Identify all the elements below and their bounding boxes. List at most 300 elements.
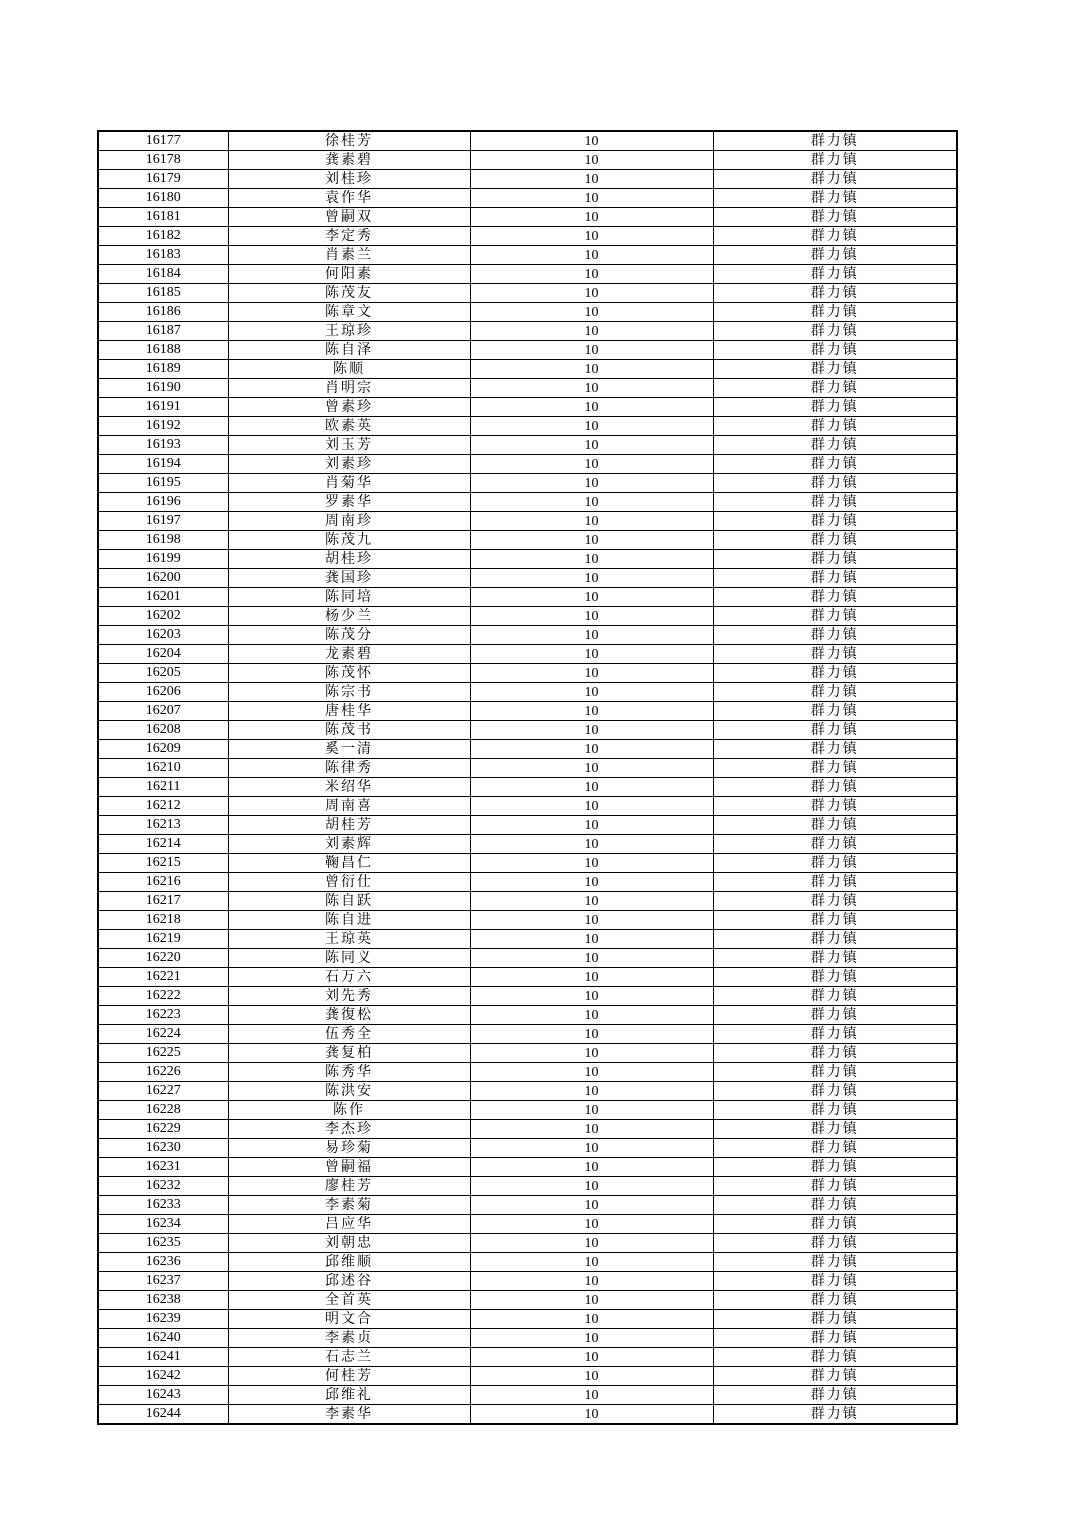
record-town-cell: 群力镇 bbox=[713, 170, 957, 189]
table-row bbox=[98, 1177, 957, 1196]
record-amount-cell: 10 bbox=[470, 1291, 713, 1310]
table-row bbox=[98, 949, 957, 968]
record-name-cell: 徐桂芳 bbox=[228, 131, 470, 151]
table-row bbox=[98, 531, 957, 550]
record-id-cell: 16237 bbox=[98, 1272, 228, 1291]
record-id-cell: 16195 bbox=[98, 474, 228, 493]
register-table bbox=[97, 130, 958, 1425]
record-town-cell: 群力镇 bbox=[713, 778, 957, 797]
record-id-cell: 16239 bbox=[98, 1310, 228, 1329]
record-name-cell: 陈自泽 bbox=[228, 341, 470, 360]
record-amount-cell: 10 bbox=[470, 892, 713, 911]
record-id-cell: 16183 bbox=[98, 246, 228, 265]
record-town-cell: 群力镇 bbox=[713, 911, 957, 930]
table-row bbox=[98, 607, 957, 626]
record-town-cell: 群力镇 bbox=[713, 949, 957, 968]
record-id-cell: 16230 bbox=[98, 1139, 228, 1158]
table-row bbox=[98, 626, 957, 645]
record-amount-cell: 10 bbox=[470, 360, 713, 379]
table-row bbox=[98, 474, 957, 493]
record-amount-cell: 10 bbox=[470, 1025, 713, 1044]
record-id-cell: 16204 bbox=[98, 645, 228, 664]
record-id-cell: 16201 bbox=[98, 588, 228, 607]
record-name-cell: 陈茂九 bbox=[228, 531, 470, 550]
record-town-cell: 群力镇 bbox=[713, 322, 957, 341]
record-town-cell: 群力镇 bbox=[713, 1386, 957, 1405]
record-id-cell: 16185 bbox=[98, 284, 228, 303]
record-amount-cell: 10 bbox=[470, 284, 713, 303]
record-town-cell: 群力镇 bbox=[713, 151, 957, 170]
record-amount-cell: 10 bbox=[470, 987, 713, 1006]
table-row bbox=[98, 1234, 957, 1253]
record-town-cell: 群力镇 bbox=[713, 246, 957, 265]
record-town-cell: 群力镇 bbox=[713, 303, 957, 322]
table-row bbox=[98, 151, 957, 170]
record-id-cell: 16235 bbox=[98, 1234, 228, 1253]
record-name-cell: 邱维顺 bbox=[228, 1253, 470, 1272]
record-name-cell: 陈茂怀 bbox=[228, 664, 470, 683]
record-name-cell: 龚国珍 bbox=[228, 569, 470, 588]
record-amount-cell: 10 bbox=[470, 493, 713, 512]
record-name-cell: 刘朝忠 bbox=[228, 1234, 470, 1253]
record-town-cell: 群力镇 bbox=[713, 892, 957, 911]
record-town-cell: 群力镇 bbox=[713, 1158, 957, 1177]
record-name-cell: 陈同义 bbox=[228, 949, 470, 968]
record-id-cell: 16220 bbox=[98, 949, 228, 968]
record-id-cell: 16199 bbox=[98, 550, 228, 569]
record-amount-cell: 10 bbox=[470, 1329, 713, 1348]
record-town-cell: 群力镇 bbox=[713, 208, 957, 227]
table-row bbox=[98, 1291, 957, 1310]
record-name-cell: 陈自跃 bbox=[228, 892, 470, 911]
table-row bbox=[98, 1101, 957, 1120]
record-name-cell: 石志兰 bbox=[228, 1348, 470, 1367]
record-name-cell: 邱述谷 bbox=[228, 1272, 470, 1291]
table-row bbox=[98, 360, 957, 379]
record-amount-cell: 10 bbox=[470, 341, 713, 360]
record-amount-cell: 10 bbox=[470, 873, 713, 892]
record-name-cell: 罗素华 bbox=[228, 493, 470, 512]
record-id-cell: 16188 bbox=[98, 341, 228, 360]
record-town-cell: 群力镇 bbox=[713, 797, 957, 816]
record-amount-cell: 10 bbox=[470, 607, 713, 626]
record-town-cell: 群力镇 bbox=[713, 265, 957, 284]
record-id-cell: 16187 bbox=[98, 322, 228, 341]
record-town-cell: 群力镇 bbox=[713, 1367, 957, 1386]
table-row bbox=[98, 189, 957, 208]
record-name-cell: 鞠昌仁 bbox=[228, 854, 470, 873]
record-town-cell: 群力镇 bbox=[713, 1139, 957, 1158]
record-town-cell: 群力镇 bbox=[713, 1405, 957, 1425]
record-name-cell: 邱维礼 bbox=[228, 1386, 470, 1405]
record-id-cell: 16242 bbox=[98, 1367, 228, 1386]
record-name-cell: 龚复柏 bbox=[228, 1044, 470, 1063]
record-town-cell: 群力镇 bbox=[713, 1196, 957, 1215]
record-amount-cell: 10 bbox=[470, 227, 713, 246]
table-row bbox=[98, 131, 957, 151]
record-id-cell: 16189 bbox=[98, 360, 228, 379]
table-row bbox=[98, 550, 957, 569]
record-name-cell: 陈宗书 bbox=[228, 683, 470, 702]
record-id-cell: 16200 bbox=[98, 569, 228, 588]
record-amount-cell: 10 bbox=[470, 322, 713, 341]
record-town-cell: 群力镇 bbox=[713, 1310, 957, 1329]
record-town-cell: 群力镇 bbox=[713, 702, 957, 721]
record-town-cell: 群力镇 bbox=[713, 1215, 957, 1234]
record-name-cell: 何阳素 bbox=[228, 265, 470, 284]
record-town-cell: 群力镇 bbox=[713, 360, 957, 379]
record-name-cell: 李杰珍 bbox=[228, 1120, 470, 1139]
table-row bbox=[98, 1139, 957, 1158]
record-amount-cell: 10 bbox=[470, 911, 713, 930]
record-name-cell: 陈秀华 bbox=[228, 1063, 470, 1082]
table-row bbox=[98, 778, 957, 797]
record-amount-cell: 10 bbox=[470, 189, 713, 208]
record-town-cell: 群力镇 bbox=[713, 493, 957, 512]
record-amount-cell: 10 bbox=[470, 246, 713, 265]
record-id-cell: 16233 bbox=[98, 1196, 228, 1215]
register-body bbox=[98, 131, 957, 1424]
record-name-cell: 李素华 bbox=[228, 1405, 470, 1425]
record-amount-cell: 10 bbox=[470, 531, 713, 550]
record-amount-cell: 10 bbox=[470, 512, 713, 531]
record-id-cell: 16194 bbox=[98, 455, 228, 474]
record-amount-cell: 10 bbox=[470, 740, 713, 759]
record-amount-cell: 10 bbox=[470, 721, 713, 740]
record-amount-cell: 10 bbox=[470, 588, 713, 607]
record-name-cell: 王琼英 bbox=[228, 930, 470, 949]
record-id-cell: 16232 bbox=[98, 1177, 228, 1196]
record-amount-cell: 10 bbox=[470, 379, 713, 398]
record-id-cell: 16196 bbox=[98, 493, 228, 512]
record-id-cell: 16208 bbox=[98, 721, 228, 740]
record-town-cell: 群力镇 bbox=[713, 835, 957, 854]
table-row bbox=[98, 911, 957, 930]
record-amount-cell: 10 bbox=[470, 550, 713, 569]
record-id-cell: 16186 bbox=[98, 303, 228, 322]
record-town-cell: 群力镇 bbox=[713, 1120, 957, 1139]
record-id-cell: 16222 bbox=[98, 987, 228, 1006]
record-id-cell: 16212 bbox=[98, 797, 228, 816]
record-amount-cell: 10 bbox=[470, 436, 713, 455]
table-row bbox=[98, 702, 957, 721]
record-id-cell: 16177 bbox=[98, 131, 228, 151]
record-town-cell: 群力镇 bbox=[713, 987, 957, 1006]
table-row bbox=[98, 835, 957, 854]
record-id-cell: 16216 bbox=[98, 873, 228, 892]
table-row bbox=[98, 1196, 957, 1215]
record-id-cell: 16218 bbox=[98, 911, 228, 930]
record-name-cell: 龚復松 bbox=[228, 1006, 470, 1025]
table-row bbox=[98, 1310, 957, 1329]
record-name-cell: 王琼珍 bbox=[228, 322, 470, 341]
record-amount-cell: 10 bbox=[470, 1082, 713, 1101]
record-name-cell: 周南珍 bbox=[228, 512, 470, 531]
record-town-cell: 群力镇 bbox=[713, 854, 957, 873]
record-id-cell: 16219 bbox=[98, 930, 228, 949]
record-amount-cell: 10 bbox=[470, 702, 713, 721]
record-id-cell: 16180 bbox=[98, 189, 228, 208]
record-id-cell: 16206 bbox=[98, 683, 228, 702]
record-name-cell: 龙素碧 bbox=[228, 645, 470, 664]
record-id-cell: 16229 bbox=[98, 1120, 228, 1139]
record-name-cell: 伍秀全 bbox=[228, 1025, 470, 1044]
record-amount-cell: 10 bbox=[470, 1405, 713, 1425]
table-row bbox=[98, 1348, 957, 1367]
table-row bbox=[98, 227, 957, 246]
record-town-cell: 群力镇 bbox=[713, 664, 957, 683]
record-town-cell: 群力镇 bbox=[713, 1291, 957, 1310]
table-row bbox=[98, 1405, 957, 1425]
record-id-cell: 16236 bbox=[98, 1253, 228, 1272]
table-row bbox=[98, 1215, 957, 1234]
record-name-cell: 龚素碧 bbox=[228, 151, 470, 170]
record-id-cell: 16205 bbox=[98, 664, 228, 683]
record-amount-cell: 10 bbox=[470, 1253, 713, 1272]
record-amount-cell: 10 bbox=[470, 816, 713, 835]
record-town-cell: 群力镇 bbox=[713, 417, 957, 436]
record-id-cell: 16221 bbox=[98, 968, 228, 987]
table-row bbox=[98, 645, 957, 664]
record-name-cell: 曾素珍 bbox=[228, 398, 470, 417]
record-id-cell: 16227 bbox=[98, 1082, 228, 1101]
record-amount-cell: 10 bbox=[470, 398, 713, 417]
table-row bbox=[98, 246, 957, 265]
record-name-cell: 刘桂珍 bbox=[228, 170, 470, 189]
table-row bbox=[98, 303, 957, 322]
table-row bbox=[98, 436, 957, 455]
table-row bbox=[98, 398, 957, 417]
record-id-cell: 16181 bbox=[98, 208, 228, 227]
record-name-cell: 陈自进 bbox=[228, 911, 470, 930]
table-row bbox=[98, 721, 957, 740]
record-id-cell: 16193 bbox=[98, 436, 228, 455]
record-town-cell: 群力镇 bbox=[713, 626, 957, 645]
record-name-cell: 周南喜 bbox=[228, 797, 470, 816]
record-amount-cell: 10 bbox=[470, 455, 713, 474]
record-name-cell: 刘素辉 bbox=[228, 835, 470, 854]
table-row bbox=[98, 512, 957, 531]
table-row bbox=[98, 1082, 957, 1101]
table-row bbox=[98, 1025, 957, 1044]
record-name-cell: 胡桂珍 bbox=[228, 550, 470, 569]
record-id-cell: 16190 bbox=[98, 379, 228, 398]
record-name-cell: 李素菊 bbox=[228, 1196, 470, 1215]
record-town-cell: 群力镇 bbox=[713, 1082, 957, 1101]
record-id-cell: 16215 bbox=[98, 854, 228, 873]
record-name-cell: 全首英 bbox=[228, 1291, 470, 1310]
record-id-cell: 16184 bbox=[98, 265, 228, 284]
record-name-cell: 陈洪安 bbox=[228, 1082, 470, 1101]
record-town-cell: 群力镇 bbox=[713, 1063, 957, 1082]
record-name-cell: 陈章文 bbox=[228, 303, 470, 322]
record-id-cell: 16210 bbox=[98, 759, 228, 778]
record-town-cell: 群力镇 bbox=[713, 531, 957, 550]
record-town-cell: 群力镇 bbox=[713, 550, 957, 569]
record-name-cell: 欧素英 bbox=[228, 417, 470, 436]
record-town-cell: 群力镇 bbox=[713, 1234, 957, 1253]
table-row bbox=[98, 1006, 957, 1025]
record-name-cell: 袁作华 bbox=[228, 189, 470, 208]
record-amount-cell: 10 bbox=[470, 664, 713, 683]
table-row bbox=[98, 664, 957, 683]
record-amount-cell: 10 bbox=[470, 1139, 713, 1158]
record-id-cell: 16198 bbox=[98, 531, 228, 550]
record-name-cell: 奚一清 bbox=[228, 740, 470, 759]
record-town-cell: 群力镇 bbox=[713, 1006, 957, 1025]
record-name-cell: 陈顺 bbox=[228, 360, 470, 379]
table-row bbox=[98, 683, 957, 702]
record-name-cell: 廖桂芳 bbox=[228, 1177, 470, 1196]
table-row bbox=[98, 493, 957, 512]
table-row bbox=[98, 1044, 957, 1063]
record-name-cell: 唐桂华 bbox=[228, 702, 470, 721]
record-name-cell: 刘玉芳 bbox=[228, 436, 470, 455]
record-amount-cell: 10 bbox=[470, 1272, 713, 1291]
record-name-cell: 陈茂分 bbox=[228, 626, 470, 645]
table-row bbox=[98, 379, 957, 398]
record-town-cell: 群力镇 bbox=[713, 683, 957, 702]
table-row bbox=[98, 170, 957, 189]
record-name-cell: 李素贞 bbox=[228, 1329, 470, 1348]
record-amount-cell: 10 bbox=[470, 170, 713, 189]
record-name-cell: 曾嗣双 bbox=[228, 208, 470, 227]
table-row bbox=[98, 797, 957, 816]
record-amount-cell: 10 bbox=[470, 968, 713, 987]
record-name-cell: 陈作 bbox=[228, 1101, 470, 1120]
table-row bbox=[98, 284, 957, 303]
record-amount-cell: 10 bbox=[470, 930, 713, 949]
record-town-cell: 群力镇 bbox=[713, 1348, 957, 1367]
record-id-cell: 16207 bbox=[98, 702, 228, 721]
record-town-cell: 群力镇 bbox=[713, 1025, 957, 1044]
table-row bbox=[98, 1120, 957, 1139]
record-amount-cell: 10 bbox=[470, 1120, 713, 1139]
table-row bbox=[98, 740, 957, 759]
record-name-cell: 石万六 bbox=[228, 968, 470, 987]
record-amount-cell: 10 bbox=[470, 1196, 713, 1215]
table-row bbox=[98, 816, 957, 835]
table-row bbox=[98, 892, 957, 911]
record-amount-cell: 10 bbox=[470, 778, 713, 797]
record-town-cell: 群力镇 bbox=[713, 569, 957, 588]
record-amount-cell: 10 bbox=[470, 131, 713, 151]
record-amount-cell: 10 bbox=[470, 1063, 713, 1082]
table-row bbox=[98, 265, 957, 284]
record-town-cell: 群力镇 bbox=[713, 189, 957, 208]
table-row bbox=[98, 1063, 957, 1082]
record-id-cell: 16213 bbox=[98, 816, 228, 835]
record-town-cell: 群力镇 bbox=[713, 398, 957, 417]
table-row bbox=[98, 455, 957, 474]
record-amount-cell: 10 bbox=[470, 797, 713, 816]
record-name-cell: 曾嗣福 bbox=[228, 1158, 470, 1177]
table-row bbox=[98, 569, 957, 588]
record-town-cell: 群力镇 bbox=[713, 759, 957, 778]
record-town-cell: 群力镇 bbox=[713, 341, 957, 360]
table-row bbox=[98, 341, 957, 360]
record-amount-cell: 10 bbox=[470, 1348, 713, 1367]
record-id-cell: 16211 bbox=[98, 778, 228, 797]
table-row bbox=[98, 873, 957, 892]
record-id-cell: 16179 bbox=[98, 170, 228, 189]
record-town-cell: 群力镇 bbox=[713, 284, 957, 303]
record-town-cell: 群力镇 bbox=[713, 588, 957, 607]
record-name-cell: 陈同培 bbox=[228, 588, 470, 607]
record-amount-cell: 10 bbox=[470, 759, 713, 778]
table-row bbox=[98, 1158, 957, 1177]
record-id-cell: 16203 bbox=[98, 626, 228, 645]
table-row bbox=[98, 987, 957, 1006]
record-amount-cell: 10 bbox=[470, 949, 713, 968]
record-id-cell: 16191 bbox=[98, 398, 228, 417]
table-row bbox=[98, 1272, 957, 1291]
record-name-cell: 陈茂友 bbox=[228, 284, 470, 303]
record-name-cell: 陈律秀 bbox=[228, 759, 470, 778]
record-id-cell: 16238 bbox=[98, 1291, 228, 1310]
table-row bbox=[98, 1367, 957, 1386]
record-amount-cell: 10 bbox=[470, 683, 713, 702]
record-amount-cell: 10 bbox=[470, 854, 713, 873]
record-town-cell: 群力镇 bbox=[713, 474, 957, 493]
table-row bbox=[98, 588, 957, 607]
record-town-cell: 群力镇 bbox=[713, 816, 957, 835]
record-id-cell: 16209 bbox=[98, 740, 228, 759]
record-name-cell: 肖明宗 bbox=[228, 379, 470, 398]
record-town-cell: 群力镇 bbox=[713, 1101, 957, 1120]
record-name-cell: 何桂芳 bbox=[228, 1367, 470, 1386]
record-name-cell: 易珍菊 bbox=[228, 1139, 470, 1158]
table-row bbox=[98, 417, 957, 436]
record-id-cell: 16192 bbox=[98, 417, 228, 436]
record-town-cell: 群力镇 bbox=[713, 1044, 957, 1063]
record-amount-cell: 10 bbox=[470, 1234, 713, 1253]
record-amount-cell: 10 bbox=[470, 1158, 713, 1177]
table-row bbox=[98, 968, 957, 987]
table-row bbox=[98, 930, 957, 949]
record-id-cell: 16217 bbox=[98, 892, 228, 911]
record-town-cell: 群力镇 bbox=[713, 131, 957, 151]
record-town-cell: 群力镇 bbox=[713, 607, 957, 626]
record-id-cell: 16241 bbox=[98, 1348, 228, 1367]
record-id-cell: 16244 bbox=[98, 1405, 228, 1425]
record-name-cell: 杨少兰 bbox=[228, 607, 470, 626]
table-row bbox=[98, 1329, 957, 1348]
record-amount-cell: 10 bbox=[470, 1006, 713, 1025]
record-name-cell: 肖菊华 bbox=[228, 474, 470, 493]
record-name-cell: 李定秀 bbox=[228, 227, 470, 246]
table-row bbox=[98, 208, 957, 227]
record-amount-cell: 10 bbox=[470, 645, 713, 664]
record-town-cell: 群力镇 bbox=[713, 930, 957, 949]
record-amount-cell: 10 bbox=[470, 1101, 713, 1120]
record-amount-cell: 10 bbox=[470, 1310, 713, 1329]
record-town-cell: 群力镇 bbox=[713, 721, 957, 740]
record-name-cell: 吕应华 bbox=[228, 1215, 470, 1234]
record-amount-cell: 10 bbox=[470, 265, 713, 284]
record-id-cell: 16243 bbox=[98, 1386, 228, 1405]
record-amount-cell: 10 bbox=[470, 303, 713, 322]
record-town-cell: 群力镇 bbox=[713, 455, 957, 474]
record-amount-cell: 10 bbox=[470, 474, 713, 493]
record-town-cell: 群力镇 bbox=[713, 512, 957, 531]
record-amount-cell: 10 bbox=[470, 1177, 713, 1196]
record-amount-cell: 10 bbox=[470, 1367, 713, 1386]
table-row bbox=[98, 322, 957, 341]
record-amount-cell: 10 bbox=[470, 208, 713, 227]
record-town-cell: 群力镇 bbox=[713, 1272, 957, 1291]
record-town-cell: 群力镇 bbox=[713, 1329, 957, 1348]
